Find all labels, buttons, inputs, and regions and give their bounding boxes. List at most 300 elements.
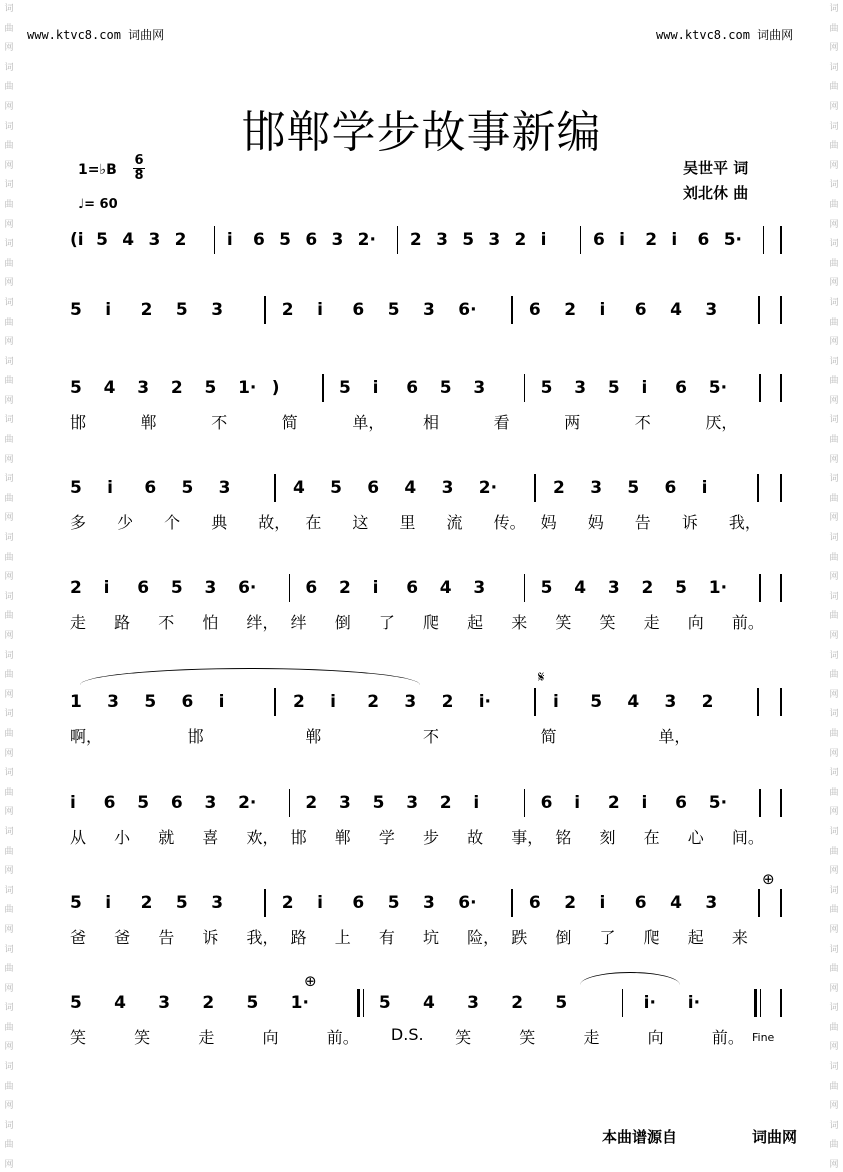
note: 4 [627, 692, 640, 712]
note: 3 [664, 692, 677, 712]
note: 3 [705, 300, 718, 320]
note: 2 [305, 793, 318, 813]
note: i [105, 893, 112, 913]
lyric-syllable: 简 [281, 413, 298, 432]
bar-line [757, 474, 759, 502]
note: 5· [708, 378, 728, 398]
note: i [317, 300, 323, 320]
lyric-syllable: 妈 [540, 513, 557, 532]
note: i [218, 692, 225, 712]
note: 5 [204, 378, 217, 398]
bar-line [264, 889, 266, 917]
bar-line [511, 889, 513, 917]
note: 3 [705, 893, 718, 913]
note: i [372, 578, 379, 598]
bar-line [274, 474, 276, 502]
note: 5 [462, 230, 475, 250]
bar-line-end [780, 474, 782, 502]
header-url-left: www.ktvc8.com 词曲网 [27, 28, 165, 42]
note: 2 [140, 300, 153, 320]
lyric-syllable: 诉 [681, 513, 698, 532]
lyric-syllable: 间。 [731, 828, 764, 847]
lyric-syllable: 路 [114, 613, 131, 632]
bar-line [580, 226, 582, 254]
lyrics-line [70, 410, 780, 434]
note: 2 [367, 692, 380, 712]
note: 3 [607, 578, 620, 598]
lyric-syllable: 起 [467, 613, 484, 632]
lyric-syllable: 不 [634, 413, 651, 432]
note: 5 [170, 578, 183, 598]
lyric-syllable: 爸 [114, 928, 131, 947]
note: 3 [423, 300, 435, 320]
notes-line [70, 793, 780, 817]
lyric-syllable: 前。 [711, 1028, 744, 1047]
note: 3 [338, 793, 351, 813]
lyric-syllable: 郸 [334, 828, 351, 847]
lyric-syllable: 郸 [140, 413, 157, 432]
note: 4 [439, 578, 452, 598]
note: i [105, 300, 112, 320]
phrase-slur [580, 972, 680, 985]
coda-mark: ⊕ [762, 870, 775, 888]
lyric-syllable: 告 [634, 513, 651, 532]
note: 5 [330, 478, 342, 498]
bar-line [760, 989, 762, 1017]
notes-line [70, 893, 780, 917]
bar-line [759, 574, 761, 602]
note: 5 [540, 378, 553, 398]
note: 5 [70, 993, 82, 1013]
tempo-marking: ♩= 60 [78, 197, 118, 212]
lyrics-line [70, 724, 780, 748]
note: 5 [137, 793, 150, 813]
lyric-syllable: 向 [687, 613, 704, 632]
notes-line [70, 300, 780, 324]
note: i [317, 893, 323, 913]
bar-line [758, 889, 760, 917]
lyrics-line [70, 925, 780, 949]
note: 6 [305, 578, 318, 598]
note: 5 [144, 692, 157, 712]
note: 4 [670, 893, 682, 913]
lyric-syllable: 个 [164, 513, 181, 532]
note: 6 [352, 893, 365, 913]
note: 4 [670, 300, 682, 320]
lyric-syllable: 绊 [290, 613, 307, 632]
note: i [599, 893, 606, 913]
note: 1· [238, 378, 257, 398]
note: 5 [181, 478, 194, 498]
note: 3 [107, 692, 119, 712]
lyric-syllable: 学 [378, 828, 395, 847]
note: 6 [406, 378, 419, 398]
lyric-syllable: 走 [70, 613, 87, 632]
note: i [641, 793, 648, 813]
time-signature [133, 154, 145, 183]
note: 6· [238, 578, 257, 598]
lyric-syllable: 绊， [246, 613, 279, 632]
key-signature: 1=♭B [78, 162, 117, 178]
note: 5 [70, 378, 82, 398]
lyrics-line [70, 610, 780, 634]
bar-line [524, 574, 526, 602]
note: i· [687, 993, 701, 1013]
note: 4 [292, 478, 305, 498]
note: 6 [406, 578, 419, 598]
note: 2 [281, 300, 294, 320]
note: 5 [70, 300, 82, 320]
lyric-syllable: 单， [658, 727, 691, 746]
note: 3 [331, 230, 344, 250]
note: i· [478, 692, 492, 712]
time-signature-bottom: 8 [134, 168, 144, 183]
lyrics-line [70, 825, 780, 849]
note: 2 [514, 230, 527, 250]
note: 5 [387, 893, 400, 913]
bar-line [511, 296, 513, 324]
bar-line [534, 474, 536, 502]
note: 6 [103, 793, 116, 813]
note: 6 [528, 300, 541, 320]
bar-line [264, 296, 266, 324]
bar-line-end [780, 688, 782, 716]
note: 2 [338, 578, 351, 598]
lyric-syllable: 来 [731, 928, 748, 947]
notes-line [70, 378, 780, 402]
watermark-right: 词曲网词曲网词曲网词曲网词曲网词曲网词曲网词曲网词曲网词曲网词曲网词曲网词曲网词曲网词曲网词曲网词曲网词曲网词曲网词曲网 [829, 4, 839, 1171]
lyric-syllable: 啊， [70, 727, 103, 746]
lyric-syllable: 不 [211, 413, 228, 432]
bar-line-end [780, 374, 782, 402]
note: 5 [70, 478, 82, 498]
lyric-syllable: 笑 [555, 613, 572, 632]
lyric-syllable: 不 [423, 727, 440, 746]
note: 6· [458, 893, 477, 913]
lyric-syllable: 向 [647, 1028, 664, 1047]
note: 4 [423, 993, 435, 1013]
lyric-syllable: 我， [246, 928, 279, 947]
note: 3 [148, 230, 161, 250]
note: 4 [122, 230, 135, 250]
note: 4 [574, 578, 587, 598]
note: 5 [627, 478, 640, 498]
note: 3 [211, 300, 224, 320]
lyric-syllable: 笑 [134, 1028, 151, 1047]
note: (i [70, 230, 84, 250]
note: 2· [357, 230, 376, 250]
note: 5 [378, 993, 391, 1013]
note: i [701, 478, 708, 498]
note: 2 [564, 893, 577, 913]
note: 6 [697, 230, 710, 250]
note: 6 [592, 230, 605, 250]
composer-credit: 刘北休 曲 [683, 184, 749, 202]
bar-line [754, 989, 757, 1017]
lyric-syllable: 典 [211, 513, 228, 532]
lyric-syllable: 起 [687, 928, 704, 947]
bar-line-end [780, 889, 782, 917]
lyric-syllable: 走 [198, 1028, 215, 1047]
note: 2 [292, 692, 305, 712]
note: 6 [181, 692, 194, 712]
lyric-syllable: 传。 [493, 513, 526, 532]
note: 4 [103, 378, 116, 398]
lyric-syllable: 笑 [455, 1028, 472, 1047]
lyric-syllable: 相 [423, 413, 440, 432]
note: 2 [553, 478, 565, 498]
note: 6 [367, 478, 380, 498]
lyricist-credit: 吴世平 词 [683, 159, 749, 177]
note: 5· [708, 793, 728, 813]
note: 2 [607, 793, 620, 813]
note: 6 [675, 378, 687, 398]
lyric-syllable: 走 [583, 1028, 600, 1047]
bar-line [322, 374, 324, 402]
lyric-syllable: 看 [493, 413, 510, 432]
note: 2 [439, 793, 452, 813]
note: 2 [511, 993, 524, 1013]
note: 2 [70, 578, 82, 598]
lyric-syllable: 不 [158, 613, 175, 632]
note: 1· [290, 993, 309, 1013]
note: 6 [634, 893, 647, 913]
note: i [553, 692, 559, 712]
lyric-syllable: 倒 [555, 928, 572, 947]
note: i [574, 793, 581, 813]
lyric-syllable: 在 [305, 513, 322, 532]
lyrics-line [70, 1025, 780, 1049]
lyric-syllable: 这 [352, 513, 369, 532]
note: 6 [137, 578, 150, 598]
lyric-syllable: 了 [378, 613, 395, 632]
lyric-syllable: 在 [643, 828, 660, 847]
note: 5 [540, 578, 553, 598]
bar-line [357, 989, 360, 1017]
bar-line [274, 688, 276, 716]
note: 4 [114, 993, 126, 1013]
note: 5 [175, 893, 188, 913]
lyric-syllable: 妈 [587, 513, 604, 532]
note: i [107, 478, 113, 498]
bar-line [214, 226, 216, 254]
note: 6 [664, 478, 677, 498]
note: i [473, 793, 480, 813]
note: 2 [645, 230, 658, 250]
lyric-syllable: 邯 [290, 828, 307, 847]
note: 6 [144, 478, 157, 498]
lyric-syllable: 里 [399, 513, 416, 532]
note: i [619, 230, 625, 250]
note: 2 [202, 993, 215, 1013]
note: 6 [352, 300, 365, 320]
note: i [103, 578, 110, 598]
note: 2 [170, 378, 183, 398]
lyric-syllable: 厌， [705, 413, 738, 432]
note: 3 [204, 793, 217, 813]
lyric-syllable: 欢， [246, 828, 279, 847]
note: 6 [170, 793, 183, 813]
lyric-syllable: 爬 [643, 928, 660, 947]
note: 3 [473, 578, 486, 598]
note: 5 [338, 378, 351, 398]
bar-line [759, 374, 761, 402]
bar-line [524, 374, 526, 402]
note: 2 [140, 893, 153, 913]
note: 2· [478, 478, 498, 498]
lyric-syllable: 笑 [519, 1028, 536, 1047]
note: i [226, 230, 233, 250]
bar-line [289, 789, 291, 817]
lyric-syllable: 两 [564, 413, 581, 432]
lyric-syllable: 刻 [599, 828, 616, 847]
footer-site: 词曲网 [752, 1128, 798, 1146]
lyric-syllable: 爬 [423, 613, 440, 632]
notes-line [70, 993, 780, 1017]
lyric-syllable: 我， [728, 513, 761, 532]
bar-line [622, 989, 624, 1017]
note: 6 [253, 230, 265, 250]
note: 3 [590, 478, 603, 498]
phrase-slur [80, 668, 420, 685]
lyric-syllable: 就 [158, 828, 175, 847]
segno-mark: 𝄋 [538, 668, 545, 686]
note: 5 [279, 230, 292, 250]
note: i [599, 300, 606, 320]
lyric-syllable: 爸 [70, 928, 87, 947]
bar-line [524, 789, 526, 817]
lyric-syllable: 少 [117, 513, 134, 532]
note: 1 [70, 692, 82, 712]
header-url-right: www.ktvc8.com 词曲网 [656, 28, 794, 42]
note: 2 [409, 230, 422, 250]
note: i [641, 378, 648, 398]
bar-line-end [780, 296, 782, 324]
note: 3 [467, 993, 479, 1013]
lyric-syllable: 郸 [305, 727, 322, 746]
lyric-syllable: 多 [70, 513, 87, 532]
lyric-syllable: 前。 [731, 613, 764, 632]
note: 6· [458, 300, 477, 320]
notes-line [70, 692, 780, 716]
note: i· [643, 993, 656, 1013]
note: i [372, 378, 379, 398]
bar-line [757, 688, 759, 716]
note: 6 [305, 230, 318, 250]
note: 5 [246, 993, 259, 1013]
bar-line [759, 789, 761, 817]
notes-line [70, 230, 780, 254]
note: 3 [406, 793, 419, 813]
bar-line [363, 989, 365, 1017]
note: 2 [441, 692, 454, 712]
lyric-syllable: 邯 [187, 727, 204, 746]
lyrics-line [70, 510, 780, 534]
lyric-syllable: 倒 [334, 613, 351, 632]
note: 2 [701, 692, 714, 712]
lyric-syllable: 步 [423, 828, 440, 847]
bar-line-end [780, 789, 782, 817]
note: 3 [211, 893, 224, 913]
note: 6 [634, 300, 647, 320]
note: 2 [281, 893, 294, 913]
note: 5 [675, 578, 687, 598]
note: 3 [488, 230, 501, 250]
coda-mark-2: ⊕ [304, 972, 317, 990]
lyric-syllable: 邯 [70, 413, 87, 432]
note: 5 [175, 300, 188, 320]
note: 5 [387, 300, 400, 320]
lyric-syllable: 来 [511, 613, 528, 632]
note: 6 [528, 893, 541, 913]
lyric-syllable: 了 [599, 928, 616, 947]
lyric-syllable: 简 [540, 727, 557, 746]
lyric-syllable: 喜 [202, 828, 219, 847]
note: 3 [404, 692, 417, 712]
note: 2 [564, 300, 577, 320]
note: 5 [555, 993, 568, 1013]
note: 2· [238, 793, 257, 813]
note: 6 [675, 793, 687, 813]
lyric-syllable: 事， [511, 828, 544, 847]
lyric-syllable: 笑 [599, 613, 616, 632]
note: i [671, 230, 678, 250]
lyric-syllable: 心 [687, 828, 704, 847]
lyric-syllable: D.S. [390, 1025, 424, 1044]
note: 2 [641, 578, 654, 598]
note: 3 [423, 893, 435, 913]
note: i [70, 793, 76, 813]
footer-source: 本曲谱源自 [602, 1128, 678, 1146]
note: ) [271, 378, 280, 398]
lyric-syllable: 故， [258, 513, 291, 532]
lyric-syllable: 笑 [70, 1028, 87, 1047]
note: 3 [158, 993, 171, 1013]
note: 3 [436, 230, 448, 250]
note: 3 [574, 378, 587, 398]
lyric-syllable: 有 [378, 928, 395, 947]
lyric-syllable: 铭 [555, 828, 572, 847]
note: 3 [473, 378, 486, 398]
note: 3 [137, 378, 150, 398]
note: i [330, 692, 336, 712]
lyric-syllable: 诉 [202, 928, 219, 947]
lyric-syllable: 路 [290, 928, 307, 947]
lyric-syllable: 故 [467, 828, 484, 847]
lyric-syllable: 单， [352, 413, 385, 432]
note: 5 [590, 692, 603, 712]
note: 4 [404, 478, 417, 498]
notes-line [70, 578, 780, 602]
bar-line [397, 226, 399, 254]
time-signature-top: 6 [134, 153, 144, 168]
lyric-syllable: 向 [262, 1028, 279, 1047]
note: 6 [540, 793, 553, 813]
lyric-syllable: 跌 [511, 928, 528, 947]
note: 3 [218, 478, 231, 498]
note: 3 [204, 578, 217, 598]
watermark-left: 词曲网词曲网词曲网词曲网词曲网词曲网词曲网词曲网词曲网词曲网词曲网词曲网词曲网词曲网词曲网词曲网词曲网词曲网词曲网词曲网 [4, 4, 14, 1171]
bar-line [763, 226, 765, 254]
note: 3 [441, 478, 454, 498]
bar-line [289, 574, 291, 602]
lyric-syllable: 走 [643, 613, 660, 632]
bar-line-end [780, 989, 782, 1017]
notes-line [70, 478, 780, 502]
lyric-syllable: 险， [467, 928, 500, 947]
bar-line-end [780, 574, 782, 602]
note: 1· [708, 578, 728, 598]
